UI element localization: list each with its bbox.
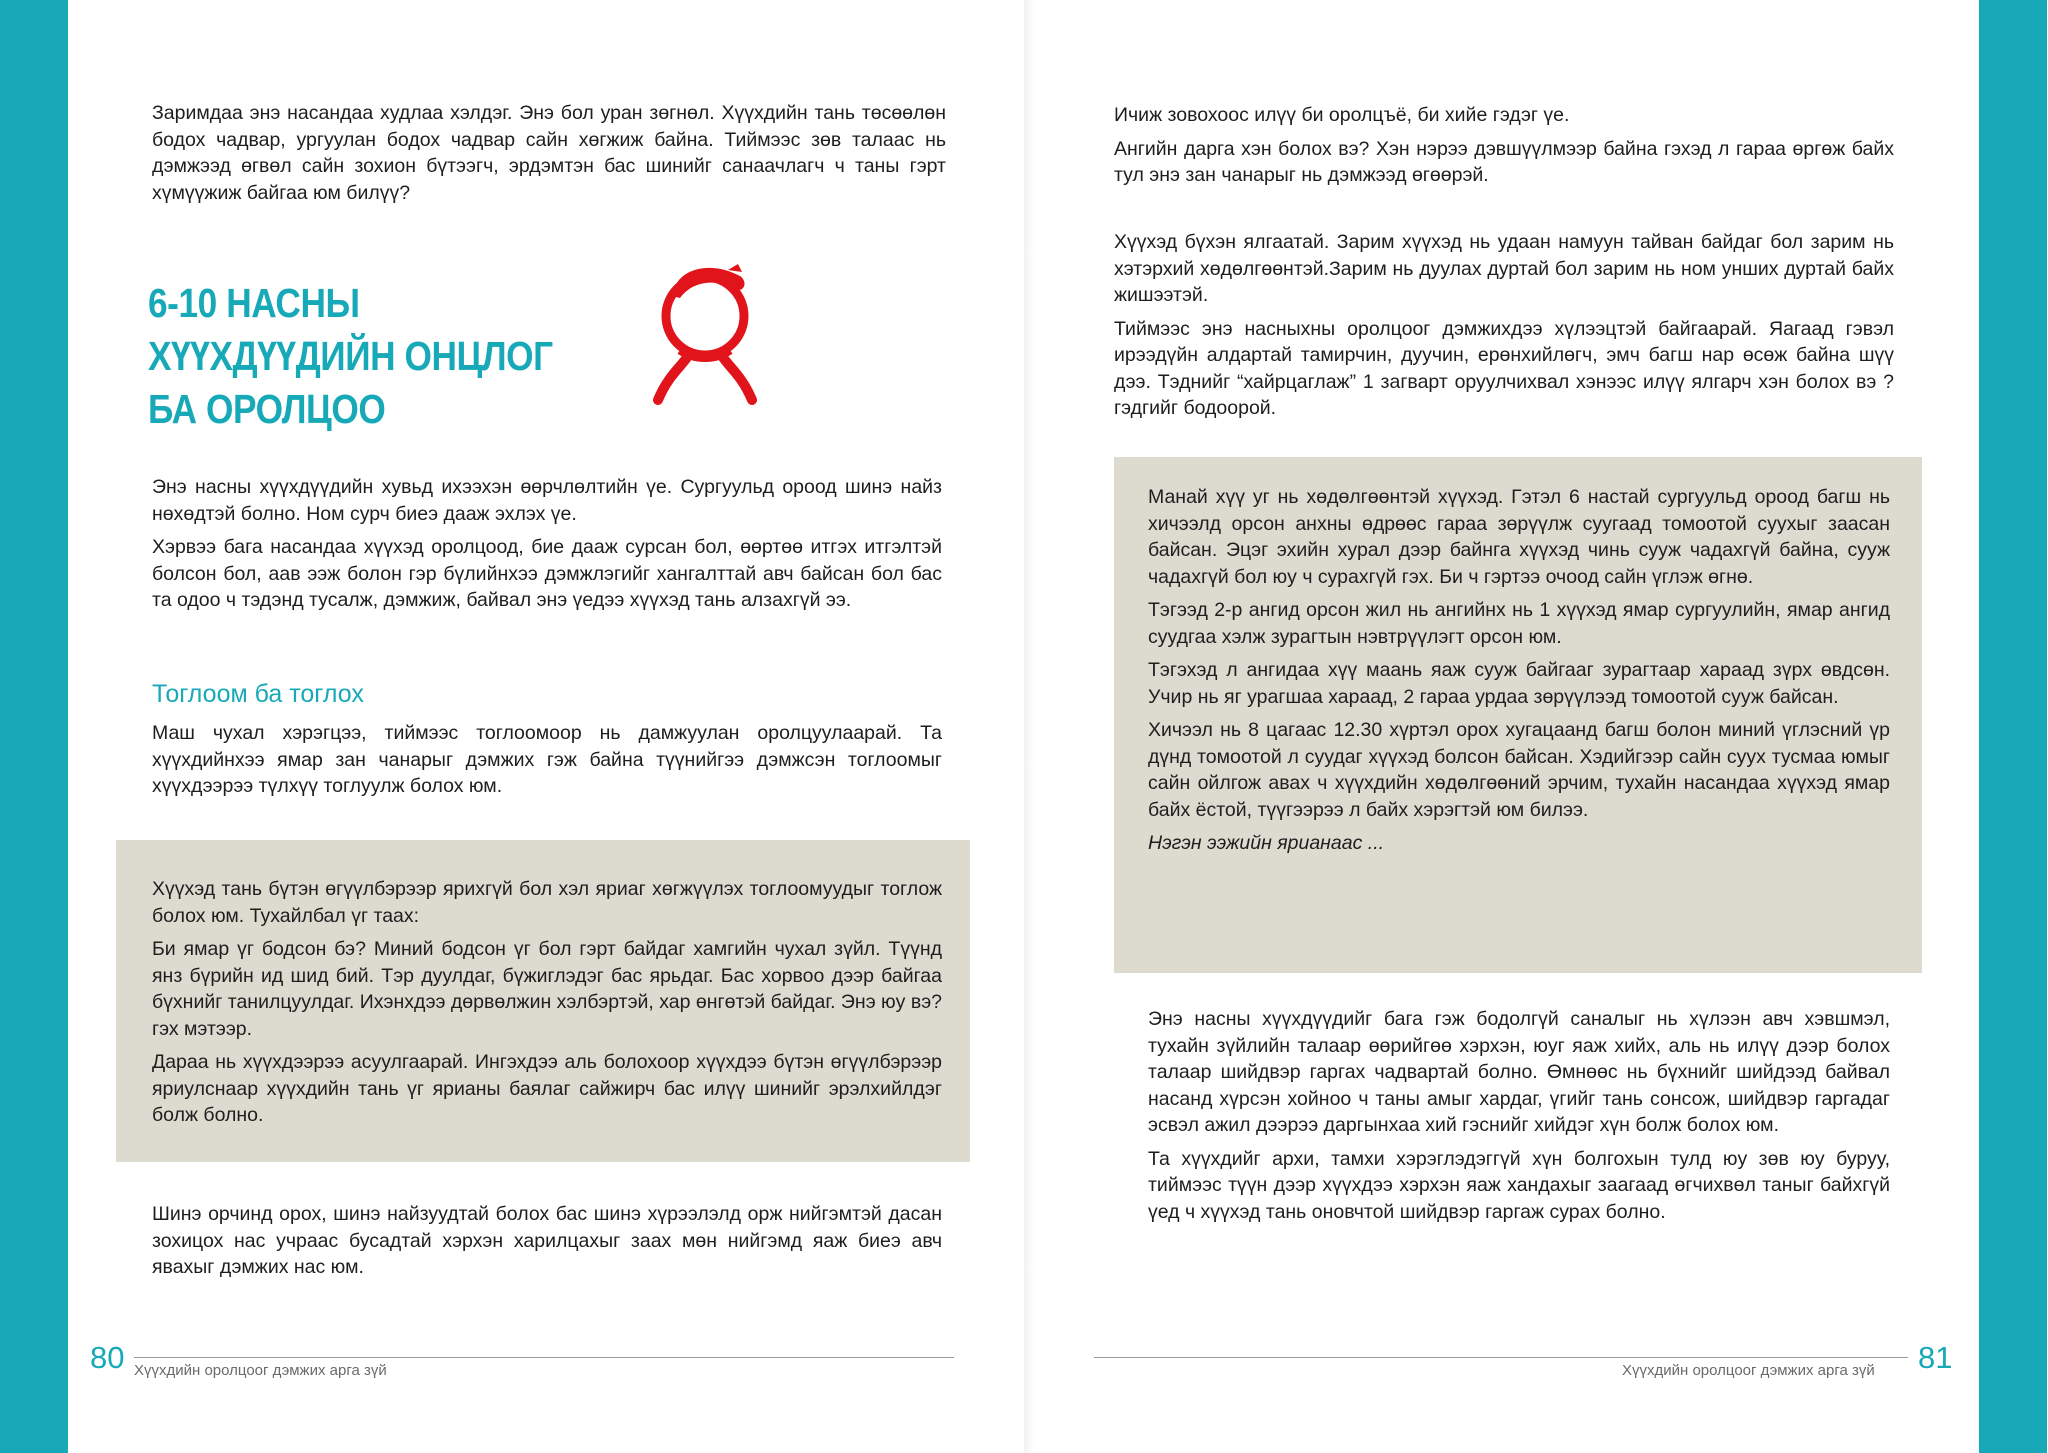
section-1-paragraph: Хэрвээ бага насандаа хүүхэд оролцоод, бие дааж сурсан бол, өөртөө итгэх итгэлтэй болсон бол, аав ээж болон гэр бүлийнхээ дэмжлэгийг хангалттай авч байсан бол бас та одоо ч тэдэнд тусалж, дэмжиж, байвал энэ үедээ хүүхэд тань алзахгүй ээ.	[152, 536, 942, 611]
example-paragraph: Хүүхэд тань бүтэн өгүүлбэрээр ярихгүй бол хэл яриаг хөгжүүлэх тоглоомуудыг тоглож болох юм. Тухайлбал үг таах:	[152, 878, 942, 927]
page-title	[148, 277, 595, 436]
right-edge-band	[1979, 0, 2047, 1453]
right-section-paragraph: Тиймээс энэ насныхны оролцоог дэмжихдээ хүлээцтэй байгаарай. Яагаад гэвэл ирээдүйн алдартай тамирчин, дуучин, ерөнхийлөгч, эмч багш нар өсөж байна шүү дээ. Тэднийг “хайрцаглаж” 1 загварт оруулчихвал хэнээс илүү ялгарч хэн болох вэ ? гэдгийг бодоорой.	[1114, 317, 1894, 419]
subheading-toys: Тоглоом ба тоглох	[152, 680, 364, 708]
story-paragraph: Хичээл нь 8 цагаас 12.30 хүртэл орох хугацаанд багш болон миний үглэсний үр дүнд томоотой л суудаг хүүхэд болсон байсан. Хэдийгээр сайн суух тусмаа юмыг сайн ойлгож авах ч хүүхдийн хөдөлгөөний эрчим, тухайн насандаа хүүхэд ямар байх ёстой, түүгээрээ л байх хэрэгтэй юм билээ.	[1148, 719, 1890, 821]
example-paragraph: Дараа нь хүүхдээрээ асуулгаарай. Ингэхдээ аль болохоор хүүхдээ бүтэн өгүүлбэрээр яриулснаар хүүхдийн тань үг ярианы баялаг сайжирч бас илүү шинийг эрэлхийлдэг болж болно.	[152, 1051, 942, 1126]
story-source: Нэгэн ээжийн ярианаас ...	[1148, 832, 1385, 854]
example-paragraph: Би ямар үг бодсон бэ? Миний бодсон үг бол гэрт байдаг хамгийн чухал зүйл. Түүнд янз бүрийн ид шид бий. Тэр дуулдаг, бүжиглэдэг бас ярьдаг. Бас хорвоо дээр байгаа бүхнийг танилцуулдаг. Ихэнхдээ дөрвөлжин хэлбэртэй, хар өнгөтэй байдаг. Энэ юу вэ? гэх мэтээр.	[152, 938, 943, 1040]
closing-paragraph: Шинэ орчинд орох, шинэ найзуудтай болох бас шинэ хүрээлэлд орж нийгэмтэй дасан зохицох нас учраас бусадтай хэрхэн харилцахыг заах мөн нийгэмд яаж биеэ авч явахыг дэмжих нас юм.	[152, 1203, 942, 1278]
book-spine	[1024, 0, 1034, 1453]
left-closing-text	[152, 1201, 942, 1281]
page-number-right: 81	[1918, 1340, 1953, 1375]
title-line-1: 6-10 НАСНЫ	[148, 280, 360, 326]
section-1-paragraph: Энэ насны хүүхдүүдийн хувьд ихээхэн өөрчлөлтийн үе. Сургуульд ороод шинэ найз нөхөдтэй болно. Ном сурч биеэ дааж эхлэх үе.	[152, 476, 942, 525]
footer-text-left: Хүүхдийн оролцоог дэмжих арга зүй	[134, 1362, 387, 1379]
right-top-paragraph: Ангийн дарга хэн болох вэ? Хэн нэрээ дэвшүүлмээр байна гэхэд л гараа өргөж байх тул энэ зан чанарыг нь дэмжээд өгөөрэй.	[1114, 137, 1894, 186]
story-paragraph: Тэгээд 2-р ангид орсон жил нь ангийнх нь 1 хүүхэд ямар сургуулийн, ямар ангид суудгаа хэлж зурагтын нэвтрүүлэгт орсон юм.	[1148, 599, 1890, 648]
right-top-text	[1114, 102, 1894, 189]
left-section-1	[152, 474, 942, 614]
section-2-paragraph: Маш чухал хэрэгцээ, тиймээс тоглоомоор нь дамжуулан оролцуулаарай. Та хүүхдийнхээ ямар зан чанарыг дэмжих гэж байна түүнийгээ дэмжсэн тоглоомыг хүүхдээрээ түлхүү тоглуулж болох юм.	[152, 722, 942, 797]
left-edge-band	[0, 0, 68, 1453]
right-section-paragraph: Хүүхэд бүхэн ялгаатай. Зарим хүүхэд нь удаан намуун тайван байдаг бол зарим нь хэтэрхий хөдөлгөөнтэй.Зарим нь дуулах дуртай бол зарим нь ном унших дуртай байх жишээтэй.	[1114, 231, 1894, 306]
child-figure-icon	[650, 258, 760, 414]
left-intro-text	[152, 100, 946, 206]
right-section-text	[1114, 229, 1894, 422]
footer-rule-right	[1094, 1357, 1908, 1358]
footer-text-right: Хүүхдийн оролцоог дэмжих арга зүй	[1622, 1362, 1875, 1379]
title-line-2: ХҮҮХДҮҮДИЙН ОНЦЛОГ	[148, 333, 553, 379]
story-paragraph: Тэгэхэд л ангидаа хүү маань яаж сууж байгааг зурагтаар хараад зүрх өвдсөн. Учир нь яг урагшаа хараад, 2 гараа урдаа зөрүүлээд томоотой сууж байсан.	[1148, 659, 1890, 708]
right-closing-paragraph: Энэ насны хүүхдүүдийг бага гэж бодолгүй саналыг нь хүлээн авч хэвшмэл, тухайн зүйлийн талаар өөрийгөө хэрхэн, юуг яаж хийх, аль нь илүү дээр болох талаар шийдвэр гаргах чадвартай болно. Өмнөөс нь бүхнийг шийдээд байвал насанд хүрсэн хойноо ч таны амыг хардаг, үгийг тань сонсож, шийдвэр гаргадаг эсвэл ажил дээрээ даргынхаа хий гэснийг хийдэг хүн болж болох юм.	[1148, 1008, 1890, 1136]
right-closing-text	[1148, 1006, 1890, 1225]
left-section-2	[152, 720, 942, 800]
left-intro-paragraph: Заримдаа энэ насандаа худлаа хэлдэг. Энэ бол уран зөгнөл. Хүүхдийн тань төсөөлөн бодох чадвар, ургуулан бодох чадвар сайн хөгжиж байна. Тиймээс зөв талаас нь дэмжээд өгвөл сайн зохион бүтээгч, эрдэмтэн бас шинийг санаачлагч ч таны гэрт хүмүүжиж байгаа юм билүү?	[152, 102, 946, 204]
footer-rule-left	[134, 1357, 954, 1358]
title-line-3: БА ОРОЛЦОО	[148, 386, 386, 432]
page-number-left: 80	[90, 1340, 125, 1375]
right-top-paragraph: Ичиж зовохоос илүү би оролцъё, би хийе гэдэг үе.	[1114, 104, 1570, 126]
right-story-text	[1148, 484, 1890, 857]
left-example-text	[152, 876, 942, 1129]
right-closing-paragraph: Та хүүхдийг архи, тамхи хэрэглэдэггүй хүн болгохын тулд юу зөв юу буруу, тиймээс түүн дээр хүүхдээ хэрхэн яаж хандахыг заагаад өгчихвөл таныг байхгүй үед ч хүүхэд тань оновчтой шийдвэр гаргаж сурах болно.	[1148, 1147, 1890, 1223]
story-paragraph: Манай хүү уг нь хөдөлгөөнтэй хүүхэд. Гэтэл 6 настай сургуульд ороод багш нь хичээлд орсон анхны өдрөөс гараа зөрүүлж суугаад томоотой суухыг заасан байсан. Эцэг эхийн хурал дээр байнга хүүхэд чинь сууж чадахгүй байна, сууж чадахгүй бол юу ч сурахгүй гэх. Би ч гэртээ очоод сайн үглэж өгнө.	[1148, 486, 1890, 588]
